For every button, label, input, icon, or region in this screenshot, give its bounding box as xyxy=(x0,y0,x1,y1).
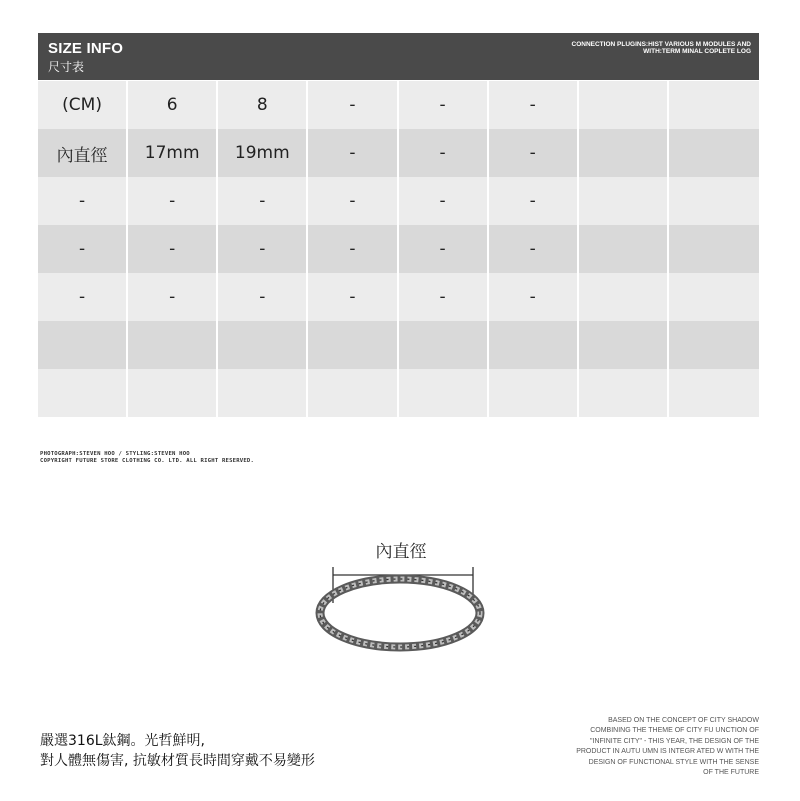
inner-diameter-label: 內直徑 xyxy=(375,542,427,562)
table-cell xyxy=(579,129,669,177)
table-cell: - xyxy=(489,273,579,321)
table-cell: - xyxy=(308,273,398,321)
row-header-cell: - xyxy=(38,225,128,273)
table-cell xyxy=(669,273,759,321)
page-title: SIZE INFO xyxy=(48,40,124,57)
table-cell: - xyxy=(128,225,218,273)
product-description xyxy=(40,731,315,771)
concept-line: PRODUCT IN AUTU UMN IS INTEGR ATED W WITH THE xyxy=(576,748,759,756)
table-cell: - xyxy=(308,177,398,225)
table-cell xyxy=(669,321,759,369)
row-header-cell: (CM) xyxy=(38,81,128,129)
table-cell: - xyxy=(489,177,579,225)
table-cell: - xyxy=(399,177,489,225)
twisted-ring-image xyxy=(300,555,500,665)
table-cell xyxy=(489,321,579,369)
header-tagline-line: CONNECTION PLUGINS:HIST VARIOUS M MODULES AND xyxy=(571,41,751,48)
row-header-cell: 內直徑 xyxy=(38,129,128,177)
table-cell xyxy=(669,225,759,273)
table-cell xyxy=(579,321,669,369)
table-cell: - xyxy=(489,129,579,177)
credits-line: COPYRIGHT FUTURE STORE CLOTHING CO. LTD. ALL RIGHT RESERVED. xyxy=(40,458,255,464)
table-cell: - xyxy=(399,273,489,321)
row-header-cell xyxy=(38,321,128,369)
table-cell xyxy=(308,369,398,417)
size-table xyxy=(38,81,759,417)
table-cell xyxy=(579,225,669,273)
table-cell xyxy=(669,177,759,225)
table-row xyxy=(38,273,759,321)
concept-line: OF THE FUTURE xyxy=(703,769,759,777)
table-cell xyxy=(218,369,308,417)
table-cell: 19mm xyxy=(218,129,308,177)
table-cell: - xyxy=(399,225,489,273)
table-row xyxy=(38,321,759,369)
table-cell: - xyxy=(399,81,489,129)
concept-line: COMBINING THE THEME OF CITY FU UNCTION OF xyxy=(590,727,759,735)
table-row xyxy=(38,129,759,177)
header-tagline-line: WITH:TERM MINAL COPLETE LOG xyxy=(643,48,751,55)
table-cell xyxy=(669,81,759,129)
row-header-cell: - xyxy=(38,177,128,225)
concept-statement xyxy=(529,716,759,778)
table-cell xyxy=(579,369,669,417)
table-row xyxy=(38,177,759,225)
table-cell xyxy=(399,321,489,369)
table-cell: 8 xyxy=(218,81,308,129)
photo-credits xyxy=(40,451,254,465)
concept-line: "INFINITE CITY" - THIS YEAR, THE DESIGN OF THE xyxy=(590,737,759,745)
row-header-cell: - xyxy=(38,273,128,321)
table-cell: - xyxy=(218,225,308,273)
table-row xyxy=(38,369,759,417)
table-cell: - xyxy=(218,177,308,225)
table-cell: - xyxy=(308,81,398,129)
table-cell: - xyxy=(128,177,218,225)
concept-line: DESIGN OF FUNCTIONAL STYLE WITH THE SENSE xyxy=(588,758,759,766)
table-row xyxy=(38,225,759,273)
table-row xyxy=(38,81,759,129)
table-cell xyxy=(128,369,218,417)
table-cell xyxy=(218,321,308,369)
table-cell: - xyxy=(128,273,218,321)
description-line: 對人體無傷害, 抗敏材質長時間穿戴不易變形 xyxy=(40,753,315,769)
table-cell xyxy=(489,369,579,417)
page-subtitle: 尺寸表 xyxy=(48,60,85,74)
table-cell xyxy=(308,321,398,369)
table-cell: - xyxy=(308,225,398,273)
credits-line: PHOTOGRAPH:STEVEN HOO / STYLING:STEVEN HOO xyxy=(40,451,190,457)
table-cell: - xyxy=(218,273,308,321)
table-cell: - xyxy=(399,129,489,177)
table-cell: 17mm xyxy=(128,129,218,177)
size-info-header xyxy=(38,33,759,80)
table-cell xyxy=(669,369,759,417)
table-cell: - xyxy=(308,129,398,177)
table-cell xyxy=(399,369,489,417)
table-cell xyxy=(128,321,218,369)
table-cell xyxy=(579,273,669,321)
header-tagline xyxy=(451,41,751,55)
table-cell: - xyxy=(489,225,579,273)
row-header-cell xyxy=(38,369,128,417)
concept-line: BASED ON THE CONCEPT OF CITY SHADOW xyxy=(608,717,759,724)
table-cell: 6 xyxy=(128,81,218,129)
table-cell: - xyxy=(489,81,579,129)
description-line: 嚴選316L鈦鋼。光哲鮮明, xyxy=(40,733,205,749)
table-cell xyxy=(669,129,759,177)
table-cell xyxy=(579,177,669,225)
table-cell xyxy=(579,81,669,129)
